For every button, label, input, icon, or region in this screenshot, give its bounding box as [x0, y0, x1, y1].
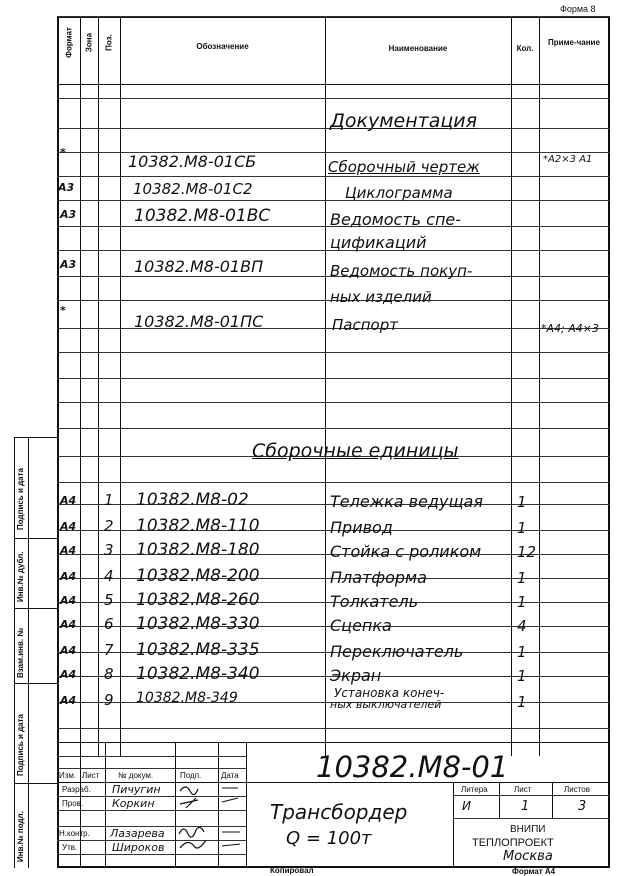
assembly-qty: 4 — [517, 617, 527, 635]
row-line — [57, 200, 610, 201]
sidebar-vzam-inv: Взам.инв. № — [16, 627, 25, 678]
sidebar-line-inner — [28, 437, 29, 868]
assembly-pos: 9 — [104, 691, 114, 709]
tb-litera-value: И — [462, 799, 471, 813]
assembly-designation: 10382.М8-110 — [136, 516, 260, 536]
assembly-format: А4 — [60, 494, 77, 507]
tb-row — [57, 768, 246, 769]
sidebar-line — [14, 683, 57, 684]
tb-litera-label: Литера — [461, 785, 488, 794]
assembly-designation: 10382.М8-200 — [136, 566, 260, 586]
header-pos: Поз. — [104, 34, 114, 51]
col-line-format — [80, 16, 81, 756]
form-label: Форма 8 — [560, 4, 596, 14]
doc-designation: 10382.М8-01ВС — [134, 206, 271, 226]
assembly-name: Экран — [330, 666, 382, 685]
tb-row — [453, 795, 610, 796]
doc-name-cont: цификаций — [330, 233, 427, 252]
assembly-qty: 1 — [517, 519, 527, 537]
title-block-top — [57, 742, 610, 743]
tb-role: Н.контр. — [59, 829, 90, 838]
sidebar-line — [14, 783, 57, 784]
tb-org1: ВНИПИ — [510, 824, 546, 835]
sidebar-inv-dubl: Инв.№ дубл. — [16, 551, 25, 602]
row-line — [57, 352, 610, 353]
doc-name: Ведомость спе- — [330, 210, 462, 229]
doc-designation: 10382.М8-01СБ — [128, 152, 257, 171]
tb-title-line1: Трансбордер — [270, 800, 408, 824]
assembly-qty: 1 — [517, 593, 527, 611]
assembly-designation: 10382.М8-335 — [136, 640, 260, 660]
tb-city: Москва — [503, 849, 553, 864]
doc-format: А3 — [58, 181, 75, 194]
assembly-pos: 6 — [104, 615, 114, 633]
signatures — [176, 782, 246, 854]
assembly-designation: 10382.М8-330 — [136, 614, 260, 634]
assembly-name: Стойка с роликом — [330, 542, 482, 561]
tb-col — [246, 742, 247, 868]
tb-header-izm: Изм. — [59, 771, 77, 780]
tb-role: Пров. — [62, 799, 84, 808]
assembly-pos: 7 — [104, 641, 114, 659]
col-line-qty — [539, 16, 540, 756]
tb-col — [499, 782, 500, 818]
bottom-copied: Копировал — [270, 866, 314, 875]
tb-col — [105, 742, 106, 868]
assembly-name: Установка конеч- — [334, 686, 445, 700]
doc-designation: 10382.М8-01ПС — [134, 312, 264, 331]
doc-designation: 10382.М8-01ВП — [134, 257, 264, 276]
tb-header-list: Лист — [82, 771, 100, 780]
assembly-name: Сцепка — [330, 616, 392, 635]
tb-sheets-value: 3 — [578, 799, 587, 814]
tb-header-doc: № докум. — [118, 771, 154, 780]
assembly-name: Привод — [330, 518, 393, 537]
tb-org2: ТЕПЛОПРОЕКТ — [472, 837, 554, 849]
assembly-pos: 2 — [104, 517, 114, 535]
assembly-designation: 10382.М8-02 — [136, 490, 249, 510]
assembly-name: Платформа — [330, 568, 427, 587]
row-line — [57, 378, 610, 379]
tb-person: Коркин — [112, 797, 155, 810]
col-line-zone — [98, 16, 99, 756]
row-line — [57, 16, 610, 17]
header-note: Приме-чание — [548, 38, 600, 47]
row-line — [57, 402, 610, 403]
sidebar-line — [14, 608, 57, 609]
col-line-pos — [120, 16, 121, 756]
row-line — [57, 428, 610, 429]
row-line — [57, 482, 610, 483]
assembly-qty: 12 — [517, 543, 537, 561]
tb-header-sign: Подп. — [180, 771, 202, 780]
tb-person: Лазарева — [110, 827, 165, 840]
row-line — [57, 176, 610, 177]
tb-sheet-value: 1 — [521, 799, 530, 814]
assembly-qty: 1 — [517, 643, 527, 661]
tb-role: Утв. — [62, 843, 78, 852]
assembly-format: А4 — [60, 644, 77, 657]
section-assemblies: Сборочные единицы — [252, 440, 459, 462]
bottom-format: Формат А4 — [512, 867, 556, 876]
sidebar-line — [14, 538, 57, 539]
assembly-format: А4 — [60, 520, 77, 533]
tb-title-line2: Q = 100т — [286, 828, 372, 849]
header-qty: Кол. — [516, 44, 534, 53]
assembly-pos: 8 — [104, 665, 114, 683]
assembly-name: Тележка ведущая — [330, 492, 483, 511]
assembly-designation: 10382.М8-340 — [136, 664, 260, 684]
assembly-qty: 1 — [517, 693, 527, 711]
sidebar-inv-podl: Инв.№ подл. — [16, 811, 25, 862]
tb-designation: 10382.М8-01 — [316, 750, 509, 784]
doc-format: * — [60, 304, 66, 317]
assembly-pos: 1 — [104, 491, 114, 509]
col-line-name — [511, 16, 512, 756]
header-zone: Зона — [84, 32, 94, 53]
assembly-format: А4 — [60, 544, 77, 557]
row-line — [57, 84, 610, 85]
tb-sheet-label: Лист — [514, 785, 532, 794]
doc-name: Циклограмма — [345, 184, 453, 202]
row-line — [57, 98, 610, 99]
doc-note: *А4; А4×3 — [541, 322, 599, 335]
tb-row — [453, 818, 610, 819]
sidebar-sign-date: Подпись и дата — [16, 468, 25, 530]
assembly-designation: 10382.М8-349 — [136, 690, 238, 706]
header-format: Формат — [64, 27, 74, 58]
tb-row — [57, 756, 246, 757]
assembly-format: А4 — [60, 570, 77, 583]
doc-name: Ведомость покуп- — [330, 262, 473, 280]
assembly-name: Переключатель — [330, 642, 464, 661]
assembly-name-cont: ных выключателей — [330, 698, 442, 711]
doc-name: Сборочный чертеж — [328, 158, 480, 176]
assembly-format: А4 — [60, 694, 77, 707]
assembly-designation: 10382.М8-260 — [136, 590, 260, 610]
assembly-format: А4 — [60, 618, 77, 631]
tb-person: Пичугин — [112, 783, 161, 796]
assembly-format: А4 — [60, 594, 77, 607]
section-documentation: Документация — [330, 110, 478, 132]
sidebar-line — [14, 437, 57, 438]
sidebar-line-outer — [14, 437, 15, 868]
assembly-format: А4 — [60, 668, 77, 681]
row-line — [57, 728, 610, 729]
assembly-pos: 4 — [104, 567, 114, 585]
tb-col — [552, 782, 553, 818]
assembly-designation: 10382.М8-180 — [136, 540, 260, 560]
tb-role: Разраб. — [62, 785, 91, 794]
assembly-pos: 3 — [104, 541, 114, 559]
header-name: Наименование — [388, 44, 448, 53]
doc-format: * — [60, 146, 66, 159]
doc-format: А3 — [60, 258, 77, 271]
col-line-designation — [325, 16, 326, 756]
tb-header-date: Дата — [221, 771, 239, 780]
tb-person: Широков — [112, 841, 165, 854]
doc-format: А3 — [60, 208, 77, 221]
tb-sheets-label: Листов — [564, 785, 590, 794]
tb-row — [57, 854, 246, 855]
sidebar-sign-date-2: Подпись и дата — [16, 714, 25, 776]
assembly-qty: 1 — [517, 667, 527, 685]
doc-name-cont: ных изделий — [330, 288, 432, 306]
doc-designation: 10382.М8-01С2 — [133, 180, 253, 198]
assembly-qty: 1 — [517, 569, 527, 587]
assembly-name: Толкатель — [330, 592, 419, 611]
doc-note: *А2×3 А1 — [543, 154, 593, 165]
doc-name: Паспорт — [332, 316, 398, 334]
assembly-pos: 5 — [104, 591, 114, 609]
assembly-qty: 1 — [517, 493, 527, 511]
header-designation: Обозначение — [196, 42, 249, 51]
